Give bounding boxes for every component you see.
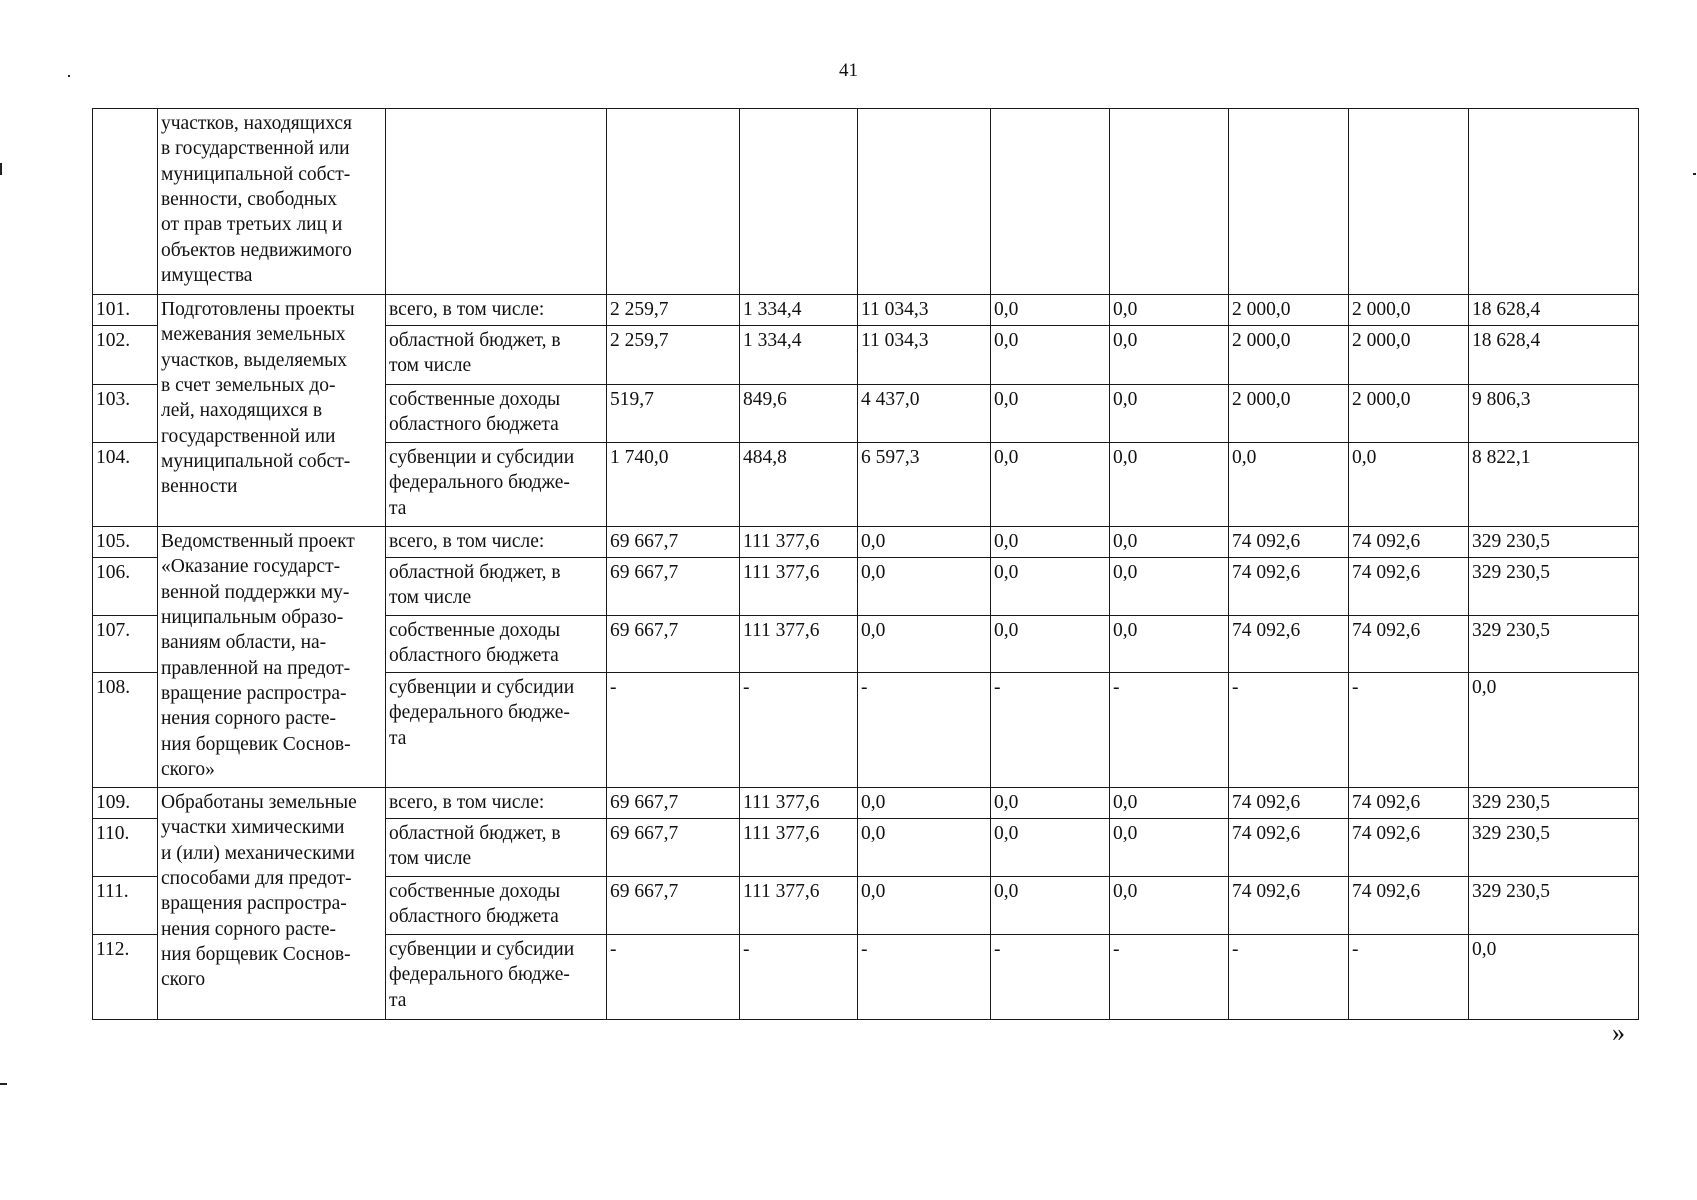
value-cell: 0,0 xyxy=(991,326,1110,385)
value-cell: 111 377,6 xyxy=(740,819,858,877)
value-cell: 0,0 xyxy=(1110,877,1229,935)
funding-source: всего, в том числе: xyxy=(386,295,607,326)
value-cell: 0,0 xyxy=(858,788,991,819)
value-cell: 69 667,7 xyxy=(607,616,740,673)
value-cell xyxy=(1349,109,1469,295)
value-cell: 69 667,7 xyxy=(607,819,740,877)
value-cell: 0,0 xyxy=(858,616,991,673)
page-number: 41 xyxy=(839,60,858,81)
value-cell: 2 259,7 xyxy=(607,295,740,326)
row-number: 101. xyxy=(93,295,158,326)
value-cell: 0,0 xyxy=(1110,326,1229,385)
indicator-description: Подготовлены проекты межевания земельных участков, выделяемых в счет земельных до- лей, находящихся в государственной или муниципальной собст- венности xyxy=(158,295,386,527)
value-cell: - xyxy=(858,935,991,1020)
value-cell: 74 092,6 xyxy=(1349,788,1469,819)
value-cell: 1 334,4 xyxy=(740,295,858,326)
funding-source: областной бюджет, в том числе xyxy=(386,819,607,877)
value-cell: - xyxy=(1229,673,1349,788)
scan-mark xyxy=(0,1083,7,1085)
value-cell: - xyxy=(1229,935,1349,1020)
value-cell xyxy=(991,109,1110,295)
value-cell: - xyxy=(1110,935,1229,1020)
value-cell: 0,0 xyxy=(991,616,1110,673)
value-cell: 11 034,3 xyxy=(858,326,991,385)
value-cell: 69 667,7 xyxy=(607,527,740,558)
value-cell: 329 230,5 xyxy=(1469,558,1639,616)
row-number: 111. xyxy=(93,877,158,935)
value-cell: 0,0 xyxy=(991,788,1110,819)
value-cell: 0,0 xyxy=(991,877,1110,935)
value-cell: 2 000,0 xyxy=(1349,295,1469,326)
value-cell: 111 377,6 xyxy=(740,616,858,673)
row-number: 108. xyxy=(93,673,158,788)
budget-table xyxy=(92,108,1639,1020)
row-number: 104. xyxy=(93,443,158,527)
value-cell: 329 230,5 xyxy=(1469,788,1639,819)
table-row xyxy=(93,527,1639,558)
value-cell xyxy=(858,109,991,295)
funding-source: областной бюджет, в том числе xyxy=(386,558,607,616)
value-cell: - xyxy=(1349,935,1469,1020)
row-number: 105. xyxy=(93,527,158,558)
value-cell: - xyxy=(607,673,740,788)
value-cell: 2 000,0 xyxy=(1229,385,1349,443)
value-cell: - xyxy=(1349,673,1469,788)
row-number: 112. xyxy=(93,935,158,1020)
value-cell: 329 230,5 xyxy=(1469,616,1639,673)
table-row xyxy=(93,788,1639,819)
value-cell: 0,0 xyxy=(1229,443,1349,527)
funding-source: собственные доходы областного бюджета xyxy=(386,385,607,443)
value-cell: 74 092,6 xyxy=(1349,616,1469,673)
value-cell: 74 092,6 xyxy=(1229,558,1349,616)
value-cell: 329 230,5 xyxy=(1469,819,1639,877)
value-cell: 0,0 xyxy=(991,558,1110,616)
funding-source: областной бюджет, в том числе xyxy=(386,326,607,385)
value-cell: 74 092,6 xyxy=(1349,558,1469,616)
value-cell: 6 597,3 xyxy=(858,443,991,527)
funding-source: собственные доходы областного бюджета xyxy=(386,616,607,673)
funding-source: всего, в том числе: xyxy=(386,788,607,819)
value-cell: 11 034,3 xyxy=(858,295,991,326)
value-cell: 329 230,5 xyxy=(1469,527,1639,558)
value-cell: 111 377,6 xyxy=(740,527,858,558)
value-cell: 9 806,3 xyxy=(1469,385,1639,443)
row-number: 106. xyxy=(93,558,158,616)
value-cell: 329 230,5 xyxy=(1469,877,1639,935)
value-cell: 74 092,6 xyxy=(1349,877,1469,935)
value-cell: 74 092,6 xyxy=(1229,527,1349,558)
value-cell: 0,0 xyxy=(1110,385,1229,443)
value-cell: 74 092,6 xyxy=(1229,819,1349,877)
funding-source xyxy=(386,109,607,295)
funding-source: субвенции и субсидии федерального бюдже- та xyxy=(386,443,607,527)
value-cell: - xyxy=(740,673,858,788)
value-cell: 74 092,6 xyxy=(1349,527,1469,558)
indicator-description: Ведомственный проект «Оказание государст- венной поддержки му- ниципальным образо- ваниям области, на- правленной на предот- вращение распростра- нения сорного расте- ния борщевик Соснов- ского» xyxy=(158,527,386,788)
value-cell: 111 377,6 xyxy=(740,877,858,935)
closing-quote: » xyxy=(1612,1018,1625,1047)
value-cell: - xyxy=(1110,673,1229,788)
value-cell: 74 092,6 xyxy=(1229,877,1349,935)
funding-source: собственные доходы областного бюджета xyxy=(386,877,607,935)
row-number: 102. xyxy=(93,326,158,385)
value-cell: 0,0 xyxy=(1110,295,1229,326)
row-number: 107. xyxy=(93,616,158,673)
value-cell: 4 437,0 xyxy=(858,385,991,443)
value-cell: 849,6 xyxy=(740,385,858,443)
funding-source: субвенции и субсидии федерального бюдже- та xyxy=(386,935,607,1020)
value-cell: 0,0 xyxy=(1469,935,1639,1020)
value-cell: - xyxy=(740,935,858,1020)
value-cell: 484,8 xyxy=(740,443,858,527)
scan-mark xyxy=(68,75,70,77)
value-cell xyxy=(740,109,858,295)
value-cell: 69 667,7 xyxy=(607,788,740,819)
value-cell: 69 667,7 xyxy=(607,877,740,935)
value-cell: 2 259,7 xyxy=(607,326,740,385)
value-cell: 111 377,6 xyxy=(740,788,858,819)
scan-mark xyxy=(1693,173,1696,175)
value-cell: 0,0 xyxy=(1110,558,1229,616)
value-cell: 0,0 xyxy=(1110,443,1229,527)
value-cell: 0,0 xyxy=(1469,673,1639,788)
value-cell: 1 740,0 xyxy=(607,443,740,527)
table-row xyxy=(93,109,1639,295)
value-cell xyxy=(1469,109,1639,295)
value-cell: 0,0 xyxy=(1110,527,1229,558)
value-cell: - xyxy=(991,935,1110,1020)
row-number: 109. xyxy=(93,788,158,819)
value-cell: 2 000,0 xyxy=(1229,295,1349,326)
value-cell: 519,7 xyxy=(607,385,740,443)
value-cell: 0,0 xyxy=(991,385,1110,443)
value-cell: 2 000,0 xyxy=(1349,326,1469,385)
funding-source: всего, в том числе: xyxy=(386,527,607,558)
value-cell: 69 667,7 xyxy=(607,558,740,616)
value-cell: 0,0 xyxy=(858,819,991,877)
value-cell: 0,0 xyxy=(1110,616,1229,673)
value-cell: 8 822,1 xyxy=(1469,443,1639,527)
row-number: 110. xyxy=(93,819,158,877)
value-cell: 0,0 xyxy=(858,558,991,616)
value-cell: 2 000,0 xyxy=(1229,326,1349,385)
value-cell xyxy=(1110,109,1229,295)
value-cell: 2 000,0 xyxy=(1349,385,1469,443)
value-cell: 18 628,4 xyxy=(1469,295,1639,326)
value-cell: - xyxy=(607,935,740,1020)
value-cell: 111 377,6 xyxy=(740,558,858,616)
value-cell: 0,0 xyxy=(991,443,1110,527)
value-cell: 0,0 xyxy=(1110,819,1229,877)
value-cell xyxy=(607,109,740,295)
value-cell: 0,0 xyxy=(1349,443,1469,527)
value-cell: 0,0 xyxy=(991,295,1110,326)
row-number: 103. xyxy=(93,385,158,443)
value-cell: 0,0 xyxy=(991,527,1110,558)
value-cell: 74 092,6 xyxy=(1229,788,1349,819)
scan-mark xyxy=(0,163,2,175)
funding-source: субвенции и субсидии федерального бюдже- та xyxy=(386,673,607,788)
value-cell: 18 628,4 xyxy=(1469,326,1639,385)
row-number xyxy=(93,109,158,295)
value-cell: 74 092,6 xyxy=(1229,616,1349,673)
value-cell: 0,0 xyxy=(991,819,1110,877)
value-cell: 0,0 xyxy=(1110,788,1229,819)
value-cell: - xyxy=(991,673,1110,788)
value-cell: 0,0 xyxy=(858,527,991,558)
table-row xyxy=(93,295,1639,326)
value-cell: - xyxy=(858,673,991,788)
value-cell: 74 092,6 xyxy=(1349,819,1469,877)
value-cell: 0,0 xyxy=(858,877,991,935)
indicator-description: Обработаны земельные участки химическими и (или) механическими способами для предот- вращения распростра- нения сорного расте- ния борщевик Соснов- ского xyxy=(158,788,386,1020)
value-cell: 1 334,4 xyxy=(740,326,858,385)
value-cell xyxy=(1229,109,1349,295)
indicator-description: участков, находящихся в государственной или муниципальной собст- венности, свободных от прав третьих лиц и объектов недвижимого имущества xyxy=(158,109,386,295)
